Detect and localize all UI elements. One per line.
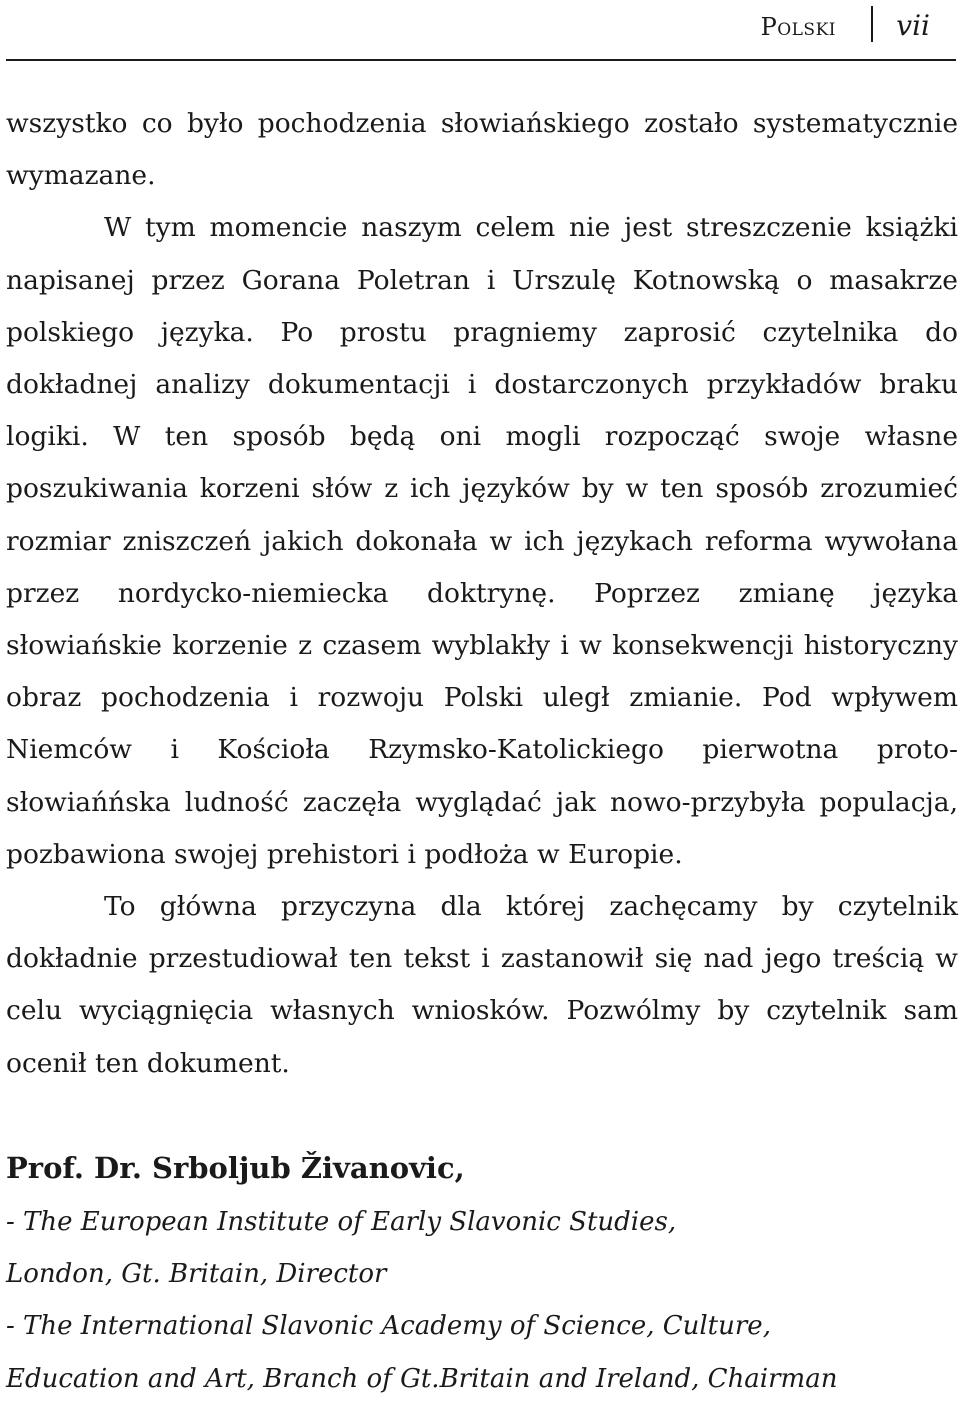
page-number: vii (896, 9, 930, 42)
affiliation-line: London, Gt. Britain, Director (6, 1259, 387, 1290)
running-header (0, 0, 960, 60)
affiliation-line: - The European Institute of Early Slavonic Studies, (6, 1207, 677, 1237)
author-name: Prof. Dr. Srboljub Živanovic, (6, 1151, 465, 1185)
header-rule (6, 59, 956, 61)
paragraph-continuation: wszystko co było pochodzenia słowiańskiego zostało systematycznie wymazane. (6, 108, 958, 192)
body-text (6, 98, 958, 1090)
running-header-section: Polski (760, 13, 836, 41)
affiliation-line: Education and Art, Branch of Gt.Britain and Ireland, Chairman (6, 1363, 838, 1394)
header-separator (871, 6, 873, 42)
signature-block (6, 1140, 958, 1405)
paragraph: W tym momencie naszym celem nie jest streszczenie książki napisanej przez Gorana Poletran i Urszulę Kotnowską o masakrze polskiego języka. Po prostu pragniemy zaprosić czytelnika do dokładnej analizy dokumentacji i dostarczonych przykładów braku logiki. W ten sposób będą oni mogli rozpocząć swoje własne poszukiwania korzeni słów z ich języków by w ten sposób zrozumieć rozmiar zniszczeń jakich dokonała w ich językach reforma wywołana przez nordycko-niemiecka doktrynę. Poprzez zmianę języka słowiańskie korzenie z czasem wyblakły i w konsekwencji historyczny obraz pochodzenia i rozwoju Polski uległ zmianie. Pod wpływem Niemców i Kościoła Rzymsko-Katolickiego pierwotna proto-słowiańńska ludność zaczęła wyglądać jak nowo-przybyła populacja, pozbawiona swojej prehistori i podłoża w Europie. (6, 212, 958, 870)
affiliation-line: - The International Slavonic Academy of Science, Culture, (6, 1311, 771, 1342)
paragraph: To główna przyczyna dla której zachęcamy by czytelnik dokładnie przestudiował ten tekst i zastanowił się nad jego treścią w celu wyciągnięcia własnych wniosków. Pozwólmy by czytelnik sam ocenił ten dokument. (6, 891, 958, 1079)
